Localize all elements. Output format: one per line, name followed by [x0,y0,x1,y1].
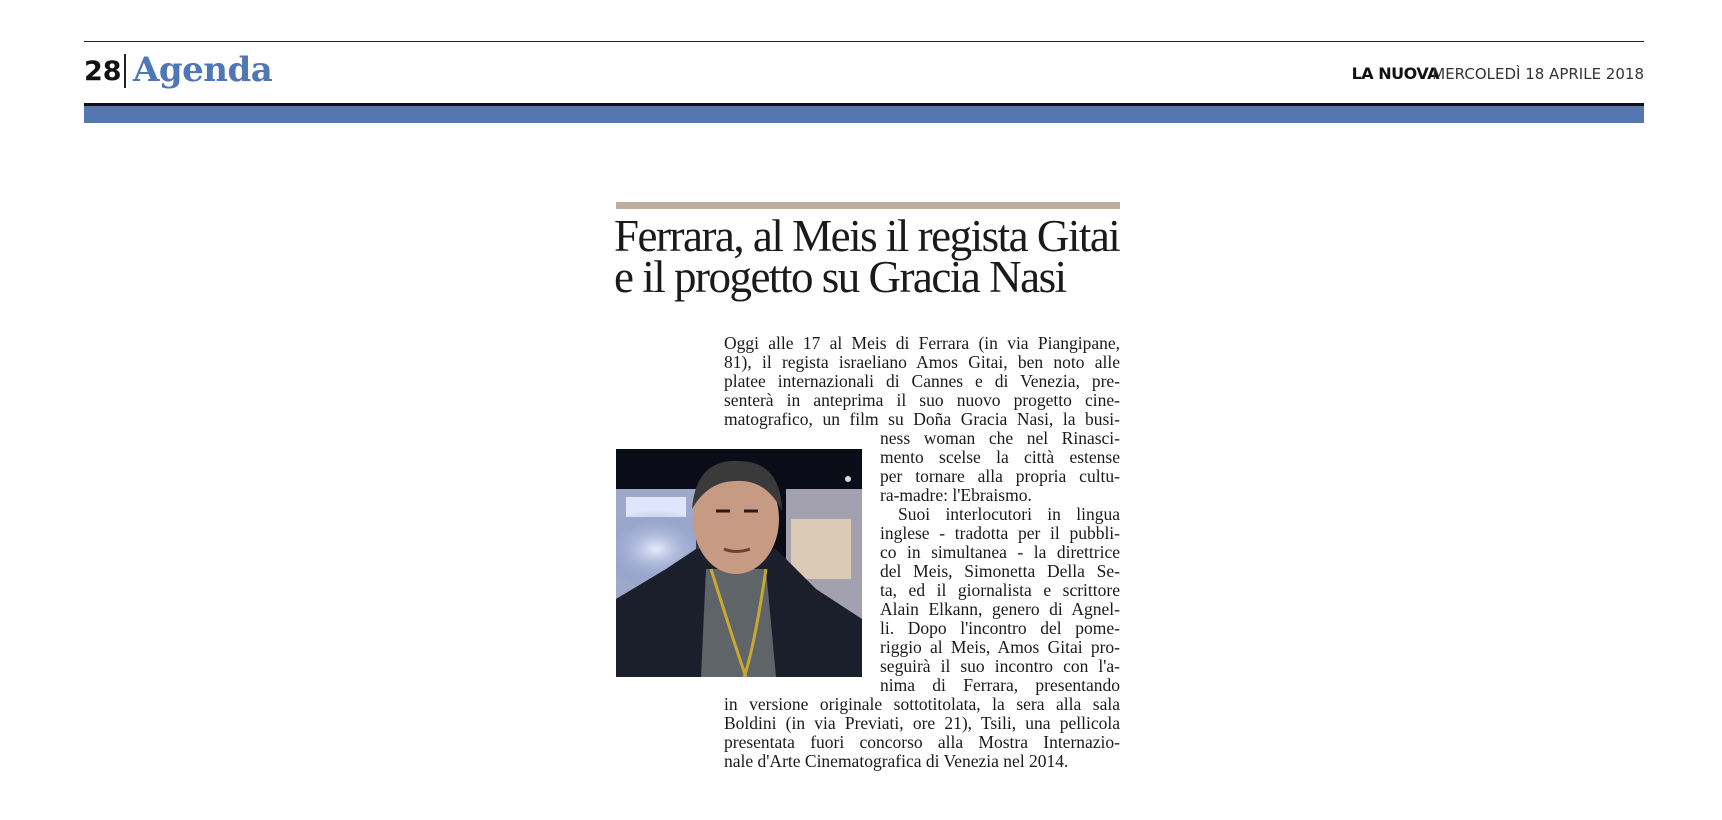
body-line: matografico, un film su Doña Gracia Nasi, la busi- [724,409,1120,429]
article-photo [616,449,862,677]
body-line: 81), il regista israeliano Amos Gitai, ben noto alle [724,352,1120,372]
body-line: nale d'Arte Cinematografica di Venezia nel 2014. [724,751,1069,771]
body-line: ra-madre: l'Ebraismo. [880,485,1032,505]
body-line: Boldini (in via Previati, ore 21), Tsili, una pellicola [724,713,1120,733]
body-line: in versione originale sottotitolata, la sera alla sala [724,694,1120,714]
section-title: Agenda [133,50,273,90]
body-line: ta, ed il giornalista e scrittore [880,580,1120,600]
body-line: inglese - tradotta per il pubbli- [880,523,1120,543]
body-line: mento scelse la città estense [880,447,1120,467]
body-line: Oggi alle 17 al Meis di Ferrara (in via Piangipane, [724,333,1120,353]
body-line: co in simultanea - la direttrice [880,542,1120,562]
body-line: Suoi interlocutori in lingua [898,504,1120,524]
body-line: Alain Elkann, genero di Agnel- [880,599,1120,619]
body-line: del Meis, Simonetta Della Se- [880,561,1120,581]
publication-date: MERCOLEDÌ 18 APRILE 2018 [1432,65,1644,83]
headline-line: e il progetto su Gracia Nasi [614,252,1066,302]
headline-line: Ferrara, al Meis il regista Gitai [614,211,1120,261]
header-top-rule [84,41,1644,42]
body-line: senterà in anteprima il suo nuovo progetto cine- [724,390,1120,410]
header-separator [124,54,126,88]
section-color-bar [84,106,1644,123]
body-line: platee internazionali di Cannes e di Venezia, pre- [724,371,1120,391]
body-line: seguirà il suo incontro con l'a- [880,656,1120,676]
body-line: riggio al Meis, Amos Gitai pro- [880,637,1120,657]
article-headline [614,211,1134,302]
article-top-rule [616,202,1120,209]
page-number: 28 [84,56,122,87]
body-line: li. Dopo l'incontro del pome- [880,618,1120,638]
body-line: presentata fuori concorso alla Mostra Internazio- [724,732,1120,752]
body-line: per tornare alla propria cultu- [880,466,1120,486]
portrait-image [616,449,862,677]
publication-name: LA NUOVA [1351,64,1439,83]
body-line: nima di Ferrara, presentando [880,675,1120,695]
body-line: ness woman che nel Rinasci- [880,428,1120,448]
